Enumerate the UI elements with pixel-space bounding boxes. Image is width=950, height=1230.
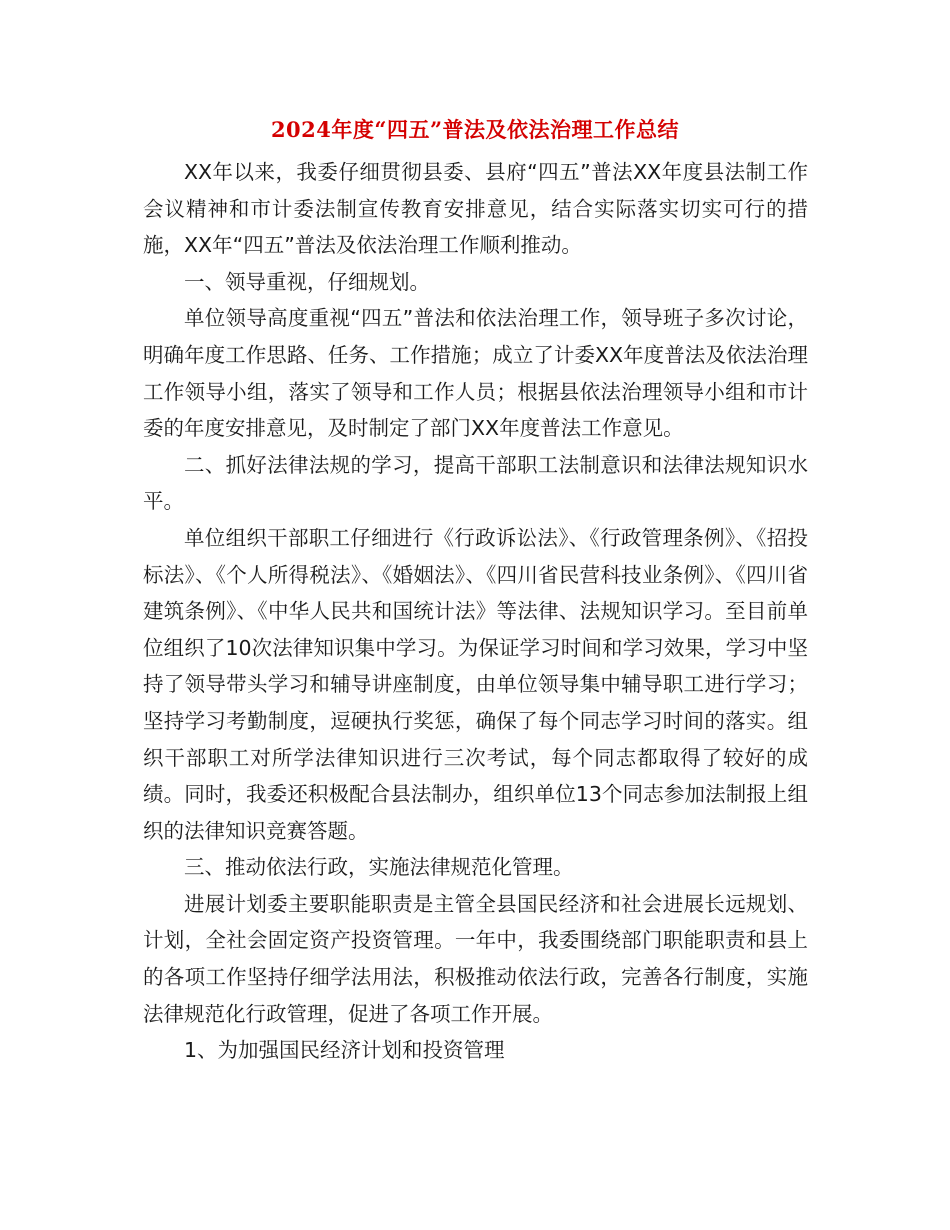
paragraph-section-3: 进展计划委主要职能职责是主管全县国民经济和社会进展长远规划、计划，全社会固定资产投资管理。一年中，我委围绕部门职能职责和县上的各项工作坚持仔细学法用法，积极推动依法行政，完善各行制度，实施法律规范化行政管理，促进了各项工作开展。 <box>143 891 808 1026</box>
paragraph-section-1: 单位领导高度重视“四五”普法和依法治理工作，领导班子多次讨论，明确年度工作思路、任务、工作措施；成立了计委XX年度普法及依法治理工作领导小组，落实了领导和工作人员；根据县依法治理领导小组和市计委的年度安排意见，及时制定了部门XX年度普法工作意见。 <box>143 306 808 441</box>
document-title: 2024年度“四五”普法及依法治理工作总结 <box>270 117 680 142</box>
heading-subsection-1: 1、为加强国民经济计划和投资管理 <box>184 1038 505 1063</box>
paragraph-section-2: 单位组织干部职工仔细进行《行政诉讼法》、《行政管理条例》、《招投标法》、《个人所得税法》、《婚姻法》、《四川省民营科技业条例》、《四川省建筑条例》、《中华人民共和国统计法》等法律、法规知识学习。至目前单位组织了10次法律知识集中学习。为保证学习时间和学习效果，学习中坚持了领导带头学习和辅导讲座制度，由单位领导集中辅导职工进行学习；坚持学习考勤制度，逗硬执行奖惩，确保了每个同志学习时间的落实。组织干部职工对所学法律知识进行三次考试，每个同志都取得了较好的成绩。同时，我委还积极配合县法制办，组织单位13个同志参加法制报上组织的法律知识竞赛答题。 <box>143 525 808 843</box>
document-body <box>143 154 808 1069</box>
paragraph-intro: XX年以来，我委仔细贯彻县委、县府“四五”普法XX年度县法制工作会议精神和市计委法制宣传教育安排意见，结合实际落实切实可行的措施，XX年“四五”普法及依法治理工作顺利推动。 <box>143 160 808 258</box>
heading-section-3: 三、推动依法行政，实施法律规范化管理。 <box>184 855 574 880</box>
heading-section-1: 一、领导重视，仔细规划。 <box>184 269 430 294</box>
heading-section-2: 二、抓好法律法规的学习，提高干部职工法制意识和法律法规知识水平。 <box>143 452 808 514</box>
